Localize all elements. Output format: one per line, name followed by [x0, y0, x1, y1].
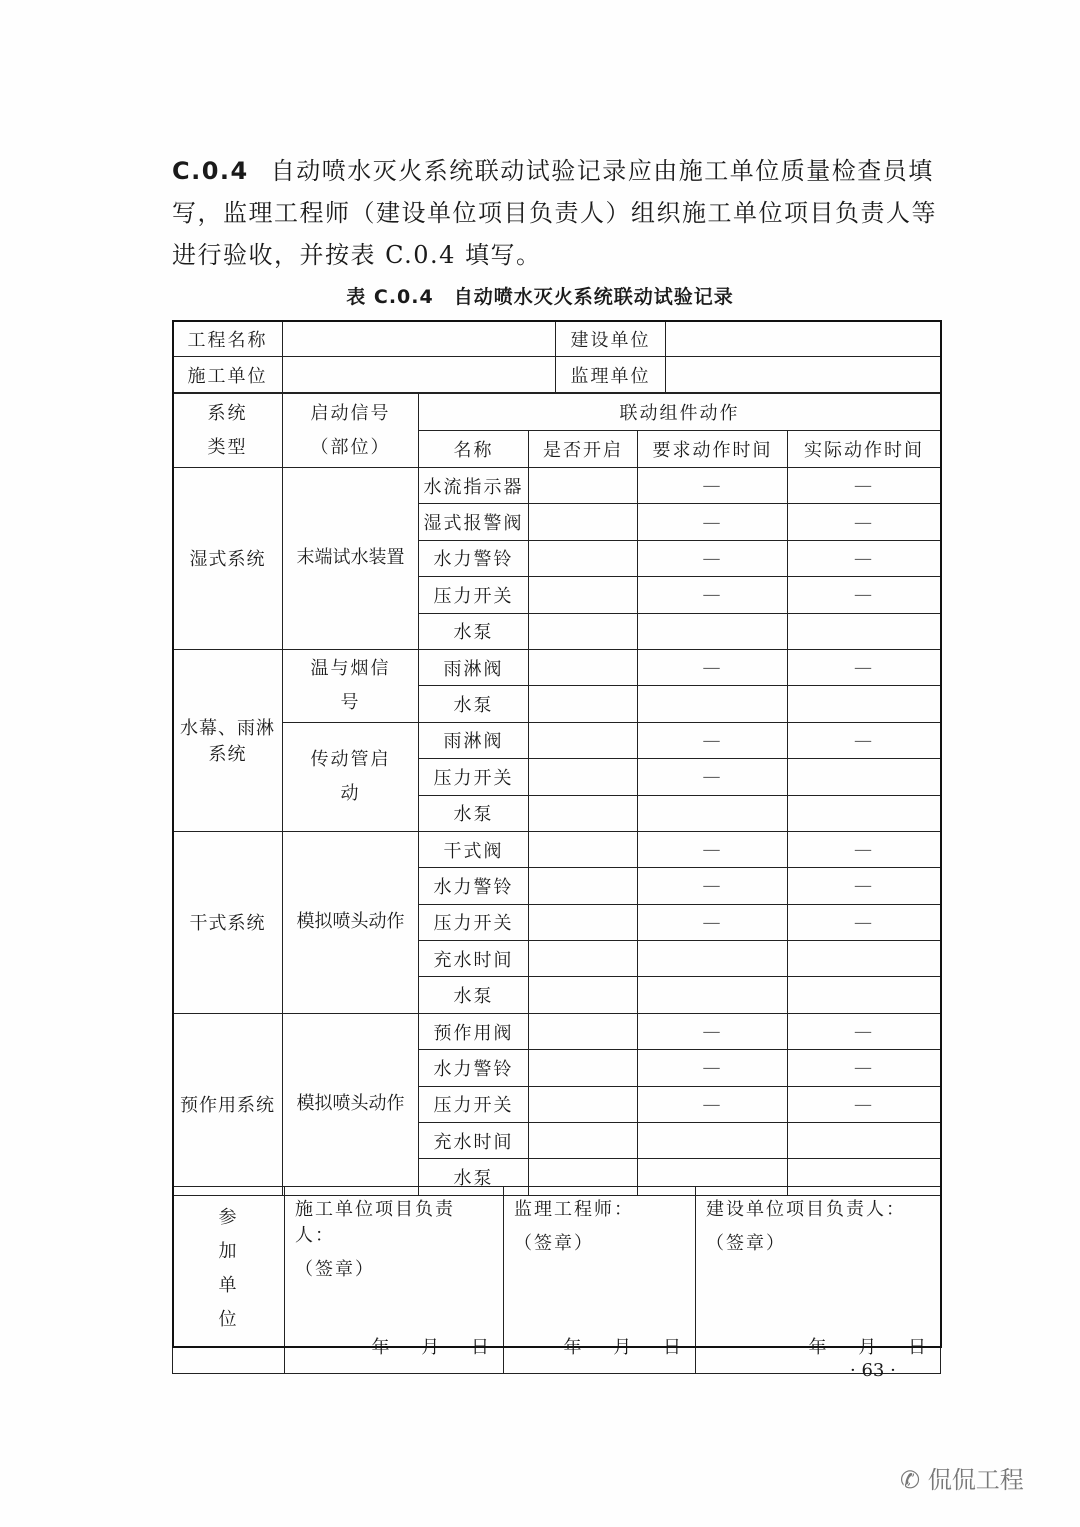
required-time-cell: —	[638, 831, 788, 867]
component-name: 雨淋阀	[419, 649, 529, 685]
header-start-signal: 启动信号（部位）	[283, 394, 419, 468]
opened-cell	[529, 795, 638, 831]
table-row	[173, 831, 941, 867]
opened-cell	[529, 722, 638, 758]
start-signal-cell: 传动管启动	[283, 722, 419, 831]
linkage-test-table	[172, 393, 941, 1196]
component-name: 压力开关	[419, 759, 529, 795]
start-signal-cell: 末端试水装置	[283, 468, 419, 650]
required-time-cell	[638, 941, 788, 977]
component-name: 预作用阀	[419, 1013, 529, 1049]
opened-cell	[529, 868, 638, 904]
start-signal-cell: 温与烟信号	[283, 649, 419, 722]
required-time-cell: —	[638, 577, 788, 613]
actual-time-cell	[788, 1123, 941, 1159]
actual-time-cell	[788, 977, 941, 1013]
actual-time-cell: —	[788, 868, 941, 904]
signature-owner	[696, 1187, 941, 1374]
required-time-cell: —	[638, 722, 788, 758]
actual-time-cell: —	[788, 831, 941, 867]
component-name: 压力开关	[419, 577, 529, 613]
actual-time-cell: —	[788, 904, 941, 940]
table-row	[173, 649, 941, 685]
actual-time-cell: —	[788, 1013, 941, 1049]
component-name: 水力警铃	[419, 1050, 529, 1086]
opened-cell	[529, 1123, 638, 1159]
opened-cell	[529, 468, 638, 504]
required-time-cell: —	[638, 504, 788, 540]
required-time-cell: —	[638, 1013, 788, 1049]
component-name: 干式阀	[419, 831, 529, 867]
component-name: 湿式报警阀	[419, 504, 529, 540]
signature-table	[172, 1186, 941, 1374]
signature-seal: （签章）	[295, 1259, 375, 1280]
signature-title: 监理工程师：	[514, 1199, 634, 1220]
label-supervisor: 监理单位	[556, 357, 666, 393]
required-time-cell	[638, 686, 788, 722]
required-time-cell: —	[638, 1050, 788, 1086]
builder-field	[283, 357, 556, 393]
header-system-type: 系统类型	[173, 394, 283, 468]
label-participants: 参加单位	[173, 1187, 285, 1374]
label-project-name: 工程名称	[173, 321, 283, 357]
signature-supervisor	[504, 1187, 696, 1374]
required-time-cell	[638, 977, 788, 1013]
system-type-cell: 干式系统	[173, 831, 283, 1013]
opened-cell	[529, 831, 638, 867]
opened-cell	[529, 504, 638, 540]
opened-cell	[529, 941, 638, 977]
required-time-cell: —	[638, 904, 788, 940]
opened-cell	[529, 904, 638, 940]
component-name: 充水时间	[419, 941, 529, 977]
opened-cell	[529, 1050, 638, 1086]
system-type-cell: 湿式系统	[173, 468, 283, 650]
header-opened: 是否开启	[529, 431, 638, 468]
required-time-cell: —	[638, 868, 788, 904]
header-name: 名称	[419, 431, 529, 468]
section-number: C.0.4	[172, 157, 249, 185]
project-name-field	[283, 321, 556, 357]
project-info-table	[172, 320, 941, 393]
required-time-cell	[638, 613, 788, 649]
actual-time-cell: —	[788, 504, 941, 540]
watermark-text: 侃侃工程	[927, 1466, 1024, 1494]
required-time-cell: —	[638, 649, 788, 685]
component-name: 水力警铃	[419, 868, 529, 904]
component-name: 压力开关	[419, 904, 529, 940]
component-name: 水力警铃	[419, 540, 529, 576]
actual-time-cell	[788, 941, 941, 977]
component-name: 雨淋阀	[419, 722, 529, 758]
signature-date: 年 月 日	[371, 1337, 491, 1358]
component-name: 水泵	[419, 613, 529, 649]
opened-cell	[529, 686, 638, 722]
signature-seal: （签章）	[706, 1233, 786, 1254]
actual-time-cell: —	[788, 649, 941, 685]
section-text: 自动喷水灭火系统联动试验记录应由施工单位质量检查员填写，监理工程师（建设单位项目负责人）组织施工单位项目负责人等进行验收，并按表 C.0.4 填写。	[172, 157, 937, 269]
signature-date: 年 月 日	[808, 1337, 928, 1358]
opened-cell	[529, 540, 638, 576]
actual-time-cell: —	[788, 1050, 941, 1086]
actual-time-cell	[788, 686, 941, 722]
label-builder: 施工单位	[173, 357, 283, 393]
component-name: 充水时间	[419, 1123, 529, 1159]
component-name: 水泵	[419, 1159, 529, 1195]
required-time-cell: —	[638, 759, 788, 795]
opened-cell	[529, 1086, 638, 1122]
actual-time-cell: —	[788, 540, 941, 576]
header-required-time: 要求动作时间	[638, 431, 788, 468]
system-type-cell: 水幕、雨淋系统	[173, 649, 283, 831]
start-signal-cell: 模拟喷头动作	[283, 1013, 419, 1195]
label-construction-unit: 建设单位	[556, 321, 666, 357]
required-time-cell: —	[638, 540, 788, 576]
actual-time-cell	[788, 795, 941, 831]
opened-cell	[529, 649, 638, 685]
required-time-cell: —	[638, 468, 788, 504]
section-paragraph	[172, 150, 942, 276]
table-row	[173, 1013, 941, 1049]
actual-time-cell: —	[788, 577, 941, 613]
table-row	[173, 468, 941, 504]
signature-title: 施工单位项目负责人：	[295, 1199, 455, 1246]
opened-cell	[529, 977, 638, 1013]
table-caption: 表 C.0.4 自动喷水灭火系统联动试验记录	[346, 286, 734, 308]
opened-cell	[529, 759, 638, 795]
opened-cell	[529, 1013, 638, 1049]
signature-date: 年 月 日	[563, 1337, 683, 1358]
table-row	[173, 722, 941, 758]
component-name: 压力开关	[419, 1086, 529, 1122]
header-linkage: 联动组件动作	[419, 394, 941, 431]
component-name: 水流指示器	[419, 468, 529, 504]
start-signal-cell: 模拟喷头动作	[283, 831, 419, 1013]
watermark	[900, 1460, 1024, 1495]
component-name: 水泵	[419, 795, 529, 831]
component-name: 水泵	[419, 686, 529, 722]
required-time-cell	[638, 795, 788, 831]
signature-title: 建设单位项目负责人：	[706, 1199, 906, 1220]
opened-cell	[529, 577, 638, 613]
header-actual-time: 实际动作时间	[788, 431, 941, 468]
actual-time-cell: —	[788, 722, 941, 758]
actual-time-cell	[788, 759, 941, 795]
required-time-cell	[638, 1123, 788, 1159]
opened-cell	[529, 613, 638, 649]
system-type-cell: 预作用系统	[173, 1013, 283, 1195]
actual-time-cell: —	[788, 1086, 941, 1122]
construction-unit-field	[666, 321, 941, 357]
signature-seal: （签章）	[514, 1233, 594, 1254]
required-time-cell: —	[638, 1086, 788, 1122]
actual-time-cell: —	[788, 468, 941, 504]
actual-time-cell	[788, 613, 941, 649]
component-name: 水泵	[419, 977, 529, 1013]
wechat-icon: ✆	[900, 1466, 921, 1494]
supervisor-field	[666, 357, 941, 393]
signature-builder	[285, 1187, 504, 1374]
page-number: · 63 ·	[850, 1360, 896, 1381]
